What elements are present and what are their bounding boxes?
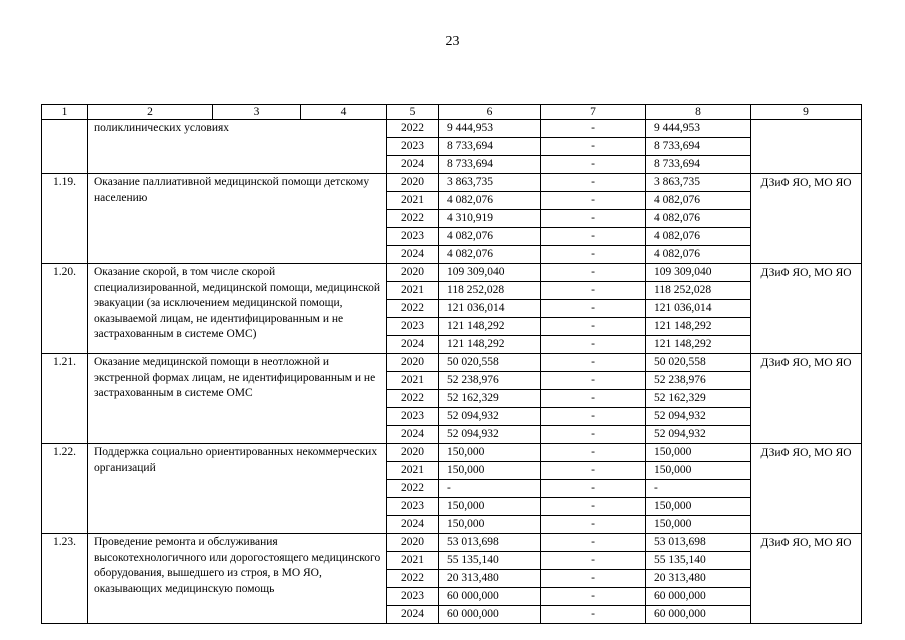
year-cell: 2021 (387, 192, 439, 210)
total-cell: 150,000 (646, 444, 751, 462)
column-7-cell: - (541, 570, 646, 588)
year-cell: 2022 (387, 120, 439, 138)
column-header: 1 (42, 105, 88, 120)
column-header: 8 (646, 105, 751, 120)
column-7-cell: - (541, 318, 646, 336)
amount-cell: 8 733,694 (439, 138, 541, 156)
amount-cell: 121 148,292 (439, 318, 541, 336)
year-cell: 2021 (387, 282, 439, 300)
total-cell: 121 036,014 (646, 300, 751, 318)
amount-cell: 4 082,076 (439, 228, 541, 246)
amount-cell: 52 162,329 (439, 390, 541, 408)
column-7-cell: - (541, 282, 646, 300)
year-cell: 2023 (387, 498, 439, 516)
year-cell: 2021 (387, 372, 439, 390)
amount-cell: 150,000 (439, 444, 541, 462)
amount-cell: 20 313,480 (439, 570, 541, 588)
column-7-cell: - (541, 444, 646, 462)
total-cell: - (646, 480, 751, 498)
table-row (42, 264, 862, 282)
amount-cell: 121 036,014 (439, 300, 541, 318)
amount-cell: 50 020,558 (439, 354, 541, 372)
item-number-cell: 1.23. (42, 534, 88, 624)
year-cell: 2022 (387, 300, 439, 318)
year-cell: 2023 (387, 318, 439, 336)
amount-cell: 3 863,735 (439, 174, 541, 192)
executor-cell (751, 120, 862, 174)
item-name-cell: Оказание паллиативной медицинской помощи детскому населению (88, 174, 387, 264)
table-row (42, 120, 862, 138)
table-row (42, 534, 862, 552)
year-cell: 2020 (387, 354, 439, 372)
column-7-cell: - (541, 354, 646, 372)
column-7-cell: - (541, 246, 646, 264)
amount-cell: 60 000,000 (439, 588, 541, 606)
amount-cell: 52 094,932 (439, 408, 541, 426)
column-7-cell: - (541, 588, 646, 606)
column-7-cell: - (541, 300, 646, 318)
item-number-cell: 1.20. (42, 264, 88, 354)
amount-cell: 121 148,292 (439, 336, 541, 354)
total-cell: 52 094,932 (646, 408, 751, 426)
item-name-cell: Поддержка социально ориентированных некоммерческих организаций (88, 444, 387, 534)
year-cell: 2023 (387, 408, 439, 426)
amount-cell: 52 094,932 (439, 426, 541, 444)
amount-cell: 9 444,953 (439, 120, 541, 138)
amount-cell: 8 733,694 (439, 156, 541, 174)
column-7-cell: - (541, 174, 646, 192)
column-7-cell: - (541, 156, 646, 174)
amount-cell: 109 309,040 (439, 264, 541, 282)
total-cell: 55 135,140 (646, 552, 751, 570)
column-7-cell: - (541, 120, 646, 138)
total-cell: 60 000,000 (646, 588, 751, 606)
table-row (42, 354, 862, 372)
column-header: 4 (301, 105, 387, 120)
item-name-cell: поликлинических условиях (88, 120, 387, 174)
year-cell: 2023 (387, 588, 439, 606)
column-7-cell: - (541, 408, 646, 426)
amount-cell: 4 082,076 (439, 192, 541, 210)
executor-cell: ДЗиФ ЯО, МО ЯО (751, 264, 862, 354)
column-7-cell: - (541, 516, 646, 534)
budget-table (41, 104, 862, 624)
column-7-cell: - (541, 606, 646, 624)
year-cell: 2020 (387, 444, 439, 462)
year-cell: 2021 (387, 552, 439, 570)
column-7-cell: - (541, 480, 646, 498)
amount-cell: 150,000 (439, 516, 541, 534)
column-header: 2 (88, 105, 213, 120)
column-header: 6 (439, 105, 541, 120)
column-7-cell: - (541, 192, 646, 210)
amount-cell: 150,000 (439, 498, 541, 516)
table-body (42, 105, 862, 624)
year-cell: 2022 (387, 480, 439, 498)
page-number: 23 (445, 34, 460, 49)
total-cell: 4 082,076 (646, 228, 751, 246)
total-cell: 52 162,329 (646, 390, 751, 408)
year-cell: 2022 (387, 570, 439, 588)
item-number-cell: 1.22. (42, 444, 88, 534)
item-number-cell: 1.19. (42, 174, 88, 264)
year-cell: 2024 (387, 156, 439, 174)
amount-cell: 4 082,076 (439, 246, 541, 264)
total-cell: 118 252,028 (646, 282, 751, 300)
total-cell: 8 733,694 (646, 156, 751, 174)
total-cell: 150,000 (646, 462, 751, 480)
amount-cell: 53 013,698 (439, 534, 541, 552)
total-cell: 121 148,292 (646, 318, 751, 336)
column-7-cell: - (541, 498, 646, 516)
year-cell: 2024 (387, 426, 439, 444)
item-name-cell: Оказание скорой, в том числе скорой специализированной, медицинской помощи, медицинской эвакуации (за исключением медицинской помощи, оказываемой лицам, не идентифицированным и не застрахованным в системе ОМС) (88, 264, 387, 354)
year-cell: 2024 (387, 246, 439, 264)
year-cell: 2023 (387, 228, 439, 246)
year-cell: 2021 (387, 462, 439, 480)
item-number-cell (42, 120, 88, 174)
executor-cell: ДЗиФ ЯО, МО ЯО (751, 354, 862, 444)
column-7-cell: - (541, 552, 646, 570)
total-cell: 8 733,694 (646, 138, 751, 156)
total-cell: 53 013,698 (646, 534, 751, 552)
executor-cell: ДЗиФ ЯО, МО ЯО (751, 174, 862, 264)
column-7-cell: - (541, 372, 646, 390)
total-cell: 9 444,953 (646, 120, 751, 138)
total-cell: 150,000 (646, 498, 751, 516)
year-cell: 2023 (387, 138, 439, 156)
column-7-cell: - (541, 336, 646, 354)
table-row (42, 444, 862, 462)
item-number-cell: 1.21. (42, 354, 88, 444)
total-cell: 52 094,932 (646, 426, 751, 444)
amount-cell: 55 135,140 (439, 552, 541, 570)
amount-cell: 4 310,919 (439, 210, 541, 228)
year-cell: 2024 (387, 336, 439, 354)
column-7-cell: - (541, 228, 646, 246)
amount-cell: - (439, 480, 541, 498)
total-cell: 50 020,558 (646, 354, 751, 372)
column-header: 9 (751, 105, 862, 120)
total-cell: 4 082,076 (646, 210, 751, 228)
column-7-cell: - (541, 264, 646, 282)
total-cell: 60 000,000 (646, 606, 751, 624)
year-cell: 2024 (387, 516, 439, 534)
item-name-cell: Оказание медицинской помощи в неотложной и экстренной формах лицам, не идентифицированным и не застрахованным в системе ОМС (88, 354, 387, 444)
total-cell: 4 082,076 (646, 192, 751, 210)
column-7-cell: - (541, 390, 646, 408)
column-header: 3 (213, 105, 301, 120)
total-cell: 109 309,040 (646, 264, 751, 282)
column-header: 5 (387, 105, 439, 120)
column-7-cell: - (541, 462, 646, 480)
year-cell: 2022 (387, 390, 439, 408)
column-header: 7 (541, 105, 646, 120)
executor-cell: ДЗиФ ЯО, МО ЯО (751, 534, 862, 624)
total-cell: 121 148,292 (646, 336, 751, 354)
table-row (42, 174, 862, 192)
total-cell: 3 863,735 (646, 174, 751, 192)
column-7-cell: - (541, 534, 646, 552)
total-cell: 4 082,076 (646, 246, 751, 264)
amount-cell: 118 252,028 (439, 282, 541, 300)
column-7-cell: - (541, 138, 646, 156)
column-7-cell: - (541, 426, 646, 444)
year-cell: 2020 (387, 534, 439, 552)
amount-cell: 52 238,976 (439, 372, 541, 390)
total-cell: 150,000 (646, 516, 751, 534)
executor-cell: ДЗиФ ЯО, МО ЯО (751, 444, 862, 534)
item-name-cell: Проведение ремонта и обслуживания высокотехнологичного или дорогостоящего медицинского оборудования, вышедшего из строя, в МО ЯО, оказывающих медицинскую помощь (88, 534, 387, 624)
amount-cell: 150,000 (439, 462, 541, 480)
total-cell: 52 238,976 (646, 372, 751, 390)
year-cell: 2020 (387, 174, 439, 192)
column-header-row (42, 105, 862, 120)
column-7-cell: - (541, 210, 646, 228)
year-cell: 2020 (387, 264, 439, 282)
total-cell: 20 313,480 (646, 570, 751, 588)
amount-cell: 60 000,000 (439, 606, 541, 624)
year-cell: 2024 (387, 606, 439, 624)
year-cell: 2022 (387, 210, 439, 228)
